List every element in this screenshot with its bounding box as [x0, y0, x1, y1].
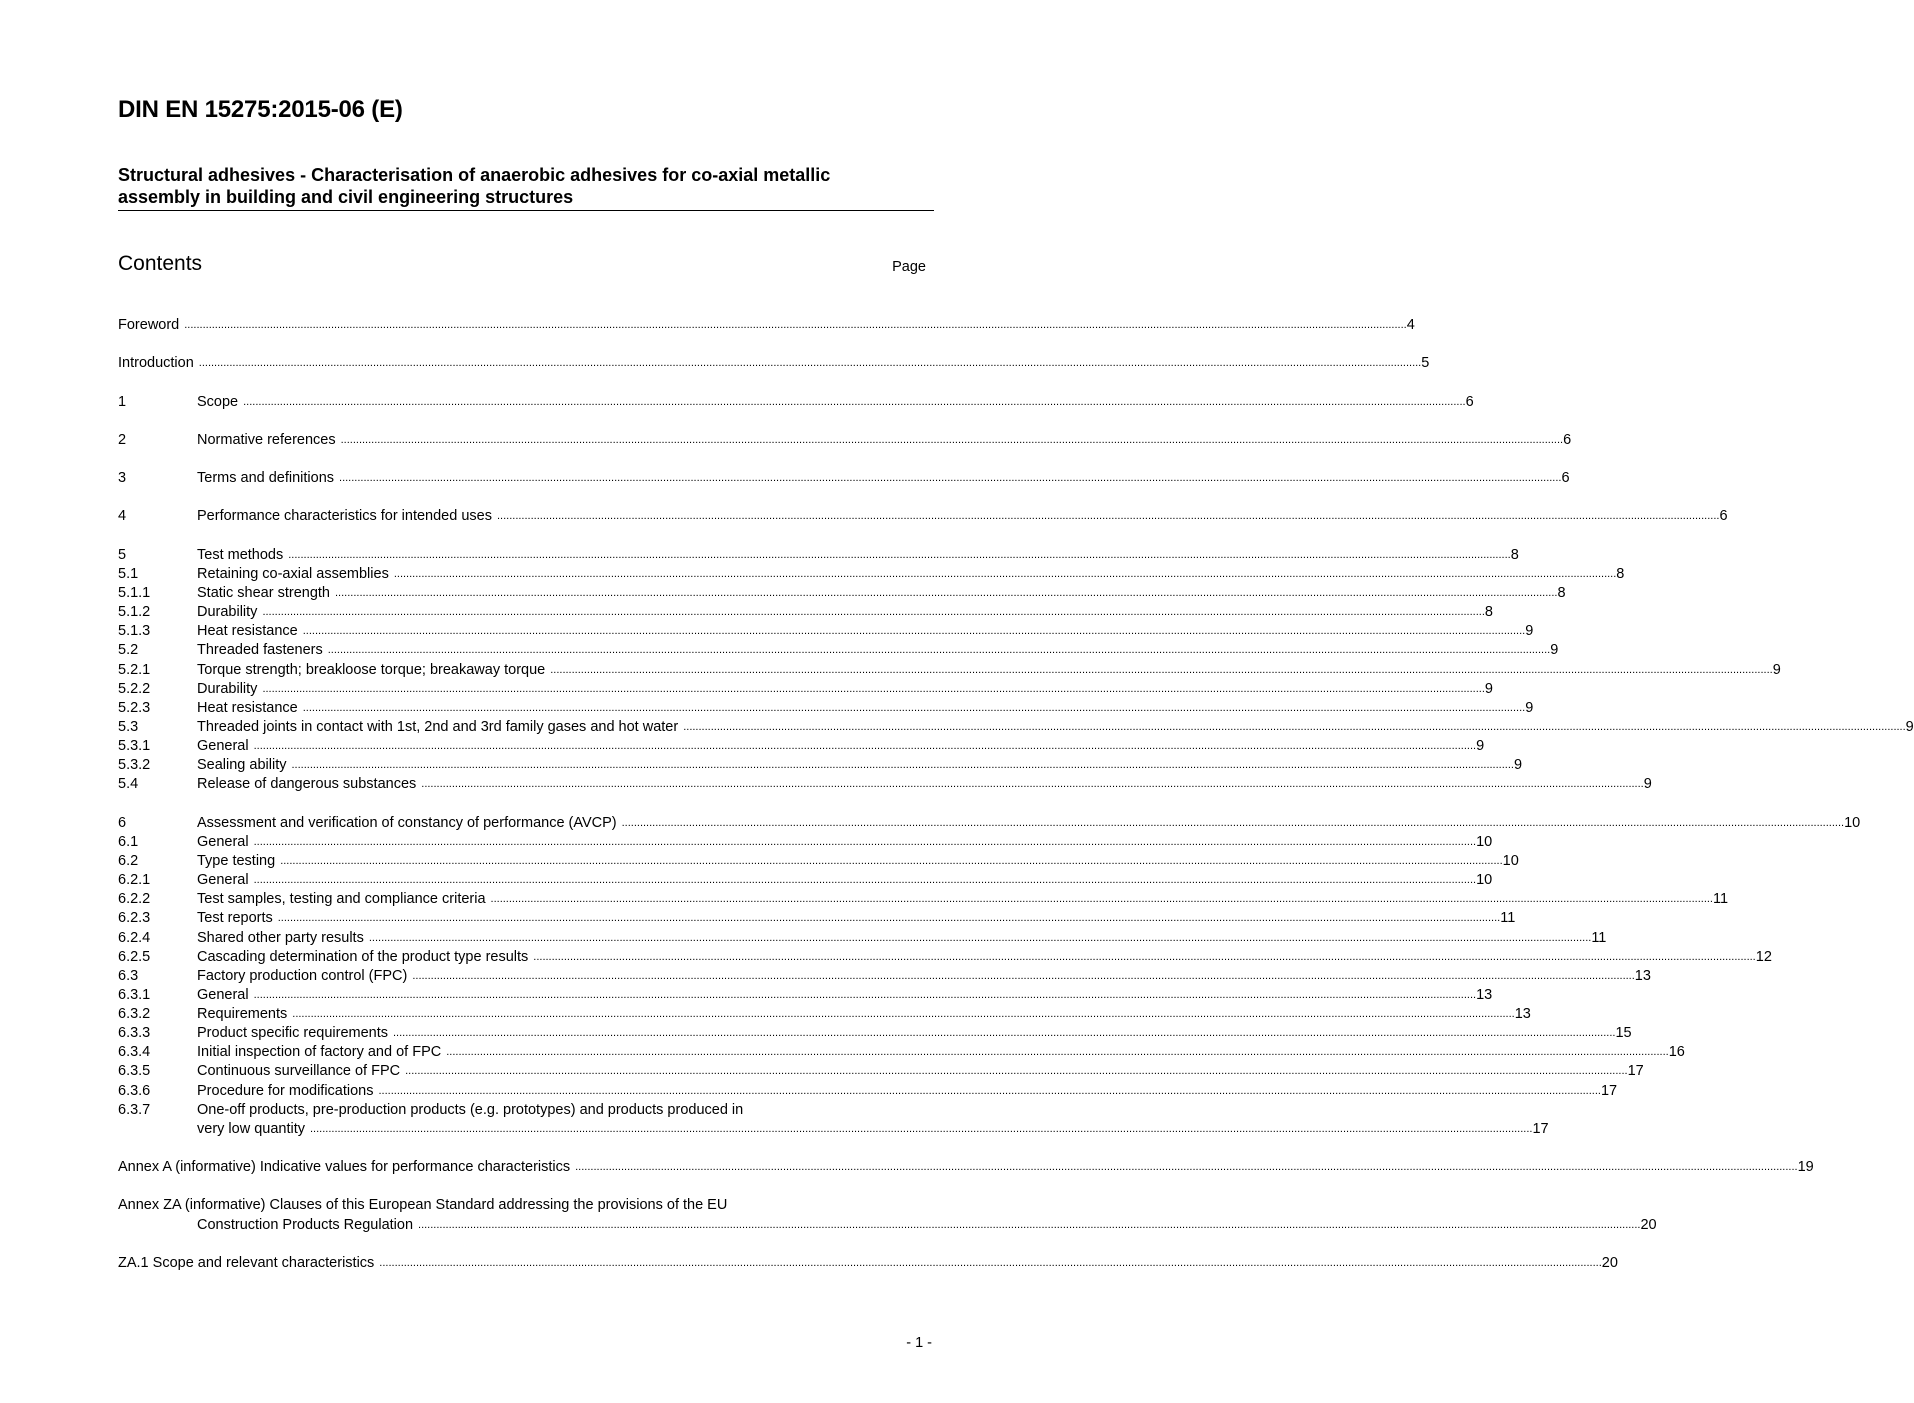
- toc-entry-5[interactable]: 5 Test methods ................................................................................................................................................................................................................................................................................................................................................................................................................ 8: [118, 546, 922, 565]
- toc-number: 5.1.2: [118, 604, 151, 621]
- toc-entry-5-2-3[interactable]: 5.2.3 Heat resistance ................................................................................................................................................................................................................................................................................................................................................................................................................ 9: [118, 699, 922, 718]
- toc-label: Static shear strength: [197, 584, 330, 601]
- toc-entry-6-1[interactable]: 6.1 General ................................................................................................................................................................................................................................................................................................................................................................................................................ 10: [118, 833, 922, 852]
- toc-number: 5.1.3: [118, 623, 151, 640]
- toc-page: 6: [1465, 393, 1474, 410]
- toc-entry-4[interactable]: 4 Performance characteristics for intended uses ................................................................................................................................................................................................................................................................................................................................................................................................................ 6: [118, 507, 922, 526]
- toc-number: 5: [118, 546, 127, 563]
- toc-page: 15: [1615, 1025, 1632, 1042]
- toc-number: 6.2.4: [118, 929, 151, 946]
- toc-entry-6[interactable]: 6 Assessment and verification of constancy of performance (AVCP) ................................................................................................................................................................................................................................................................................................................................................................................................................ 10: [118, 814, 922, 833]
- toc-label: Durability: [197, 680, 258, 697]
- toc-entry-5-1-2[interactable]: 5.1.2 Durability ................................................................................................................................................................................................................................................................................................................................................................................................................ 8: [118, 603, 922, 622]
- toc-label: Threaded fasteners: [197, 642, 323, 659]
- table-of-contents: [118, 316, 1914, 1273]
- toc-label-line-1: Annex ZA (informative) Clauses of this European Standard addressing the provisions of the EU: [118, 1197, 728, 1214]
- toc-label: General: [197, 986, 249, 1003]
- toc-label: ZA.1 Scope and relevant characteristics: [118, 1254, 375, 1271]
- toc-entry-6-3-3[interactable]: 6.3.3 Product specific requirements ................................................................................................................................................................................................................................................................................................................................................................................................................ 15: [118, 1024, 922, 1043]
- toc-entry-6-3[interactable]: 6.3 Factory production control (FPC) ................................................................................................................................................................................................................................................................................................................................................................................................................ 13: [118, 967, 922, 986]
- toc-label: Cascading determination of the product type results: [197, 948, 529, 965]
- toc-page: 17: [1600, 1082, 1618, 1099]
- toc-entry-introduction[interactable]: Introduction ................................................................................................................................................................................................................................................................................................................................................................................................................ 5: [118, 354, 922, 373]
- toc-page: 11: [1500, 910, 1516, 927]
- toc-entry-1[interactable]: 1 Scope ................................................................................................................................................................................................................................................................................................................................................................................................................ 6: [118, 393, 922, 412]
- toc-number: 3: [118, 470, 127, 487]
- toc-entry-6-3-7[interactable]: 6.3.7 One-off products, pre-production products (e.g. prototypes) and products produced in very low quantity ................................................................................................................................................................................................................................................................................................................................................................................................................ 17: [118, 1101, 922, 1139]
- toc-number: 6.3.3: [118, 1025, 151, 1042]
- toc-number: 5.2.2: [118, 680, 151, 697]
- toc-label: Initial inspection of factory and of FPC: [197, 1044, 442, 1061]
- toc-page: 8: [1510, 546, 1519, 563]
- toc-number: 6.1: [118, 833, 139, 850]
- page-column-heading: Page: [892, 259, 926, 275]
- toc-number: 5.4: [118, 776, 139, 793]
- toc-page: 9: [1772, 661, 1781, 678]
- toc-label: General: [197, 833, 249, 850]
- toc-page: 8: [1616, 565, 1625, 582]
- toc-label: Requirements: [197, 1006, 288, 1023]
- toc-label: General: [197, 738, 249, 755]
- toc-label: Construction Products Regulation: [197, 1216, 414, 1233]
- toc-page: 10: [1844, 814, 1861, 831]
- toc-label: Test reports: [197, 910, 273, 927]
- contents-heading: Contents: [118, 252, 203, 275]
- toc-label: Performance characteristics for intended uses: [197, 508, 492, 525]
- toc-label: Torque strength; breakloose torque; breakaway torque: [197, 661, 546, 678]
- toc-label: Retaining co-axial assemblies: [197, 565, 389, 582]
- toc-label: Threaded joints in contact with 1st, 2nd and 3rd family gases and hot water: [197, 718, 679, 735]
- toc-number: 6: [118, 814, 127, 831]
- toc-entry-5-3[interactable]: 5.3 Threaded joints in contact with 1st, 2nd and 3rd family gases and hot water ................................................................................................................................................................................................................................................................................................................................................................................................................ 9: [118, 718, 922, 737]
- toc-page: 6: [1561, 470, 1570, 487]
- toc-entry-2[interactable]: 2 Normative references ................................................................................................................................................................................................................................................................................................................................................................................................................ 6: [118, 431, 922, 450]
- toc-label: Introduction: [118, 355, 194, 372]
- toc-page: 19: [1797, 1159, 1814, 1176]
- toc-page: 16: [1668, 1044, 1685, 1061]
- toc-entry-6-2-1[interactable]: 6.2.1 General ................................................................................................................................................................................................................................................................................................................................................................................................................ 10: [118, 871, 922, 890]
- toc-entry-6-3-4[interactable]: 6.3.4 Initial inspection of factory and of FPC ................................................................................................................................................................................................................................................................................................................................................................................................................ 16: [118, 1043, 922, 1062]
- toc-page: 20: [1601, 1254, 1618, 1271]
- toc-entry-6-2-4[interactable]: 6.2.4 Shared other party results ................................................................................................................................................................................................................................................................................................................................................................................................................ 11: [118, 929, 922, 948]
- toc-page: 9: [1525, 623, 1534, 640]
- toc-page: 6: [1719, 508, 1728, 525]
- page-number: - 1 -: [906, 1335, 932, 1351]
- toc-page: 8: [1484, 604, 1493, 621]
- toc-page: 20: [1640, 1216, 1657, 1233]
- toc-number: 5.2.3: [118, 699, 151, 716]
- toc-entry-annex-a[interactable]: Annex A (informative) Indicative values for performance characteristics ................................................................................................................................................................................................................................................................................................................................................................................................................ 19: [118, 1158, 922, 1177]
- toc-page: 17: [1627, 1063, 1644, 1080]
- toc-label: Shared other party results: [197, 929, 364, 946]
- toc-label: Test samples, testing and compliance criteria: [197, 891, 486, 908]
- toc-page: 11: [1591, 929, 1607, 946]
- toc-entry-5-2[interactable]: 5.2 Threaded fasteners ................................................................................................................................................................................................................................................................................................................................................................................................................ 9: [118, 641, 922, 660]
- toc-label: Release of dangerous substances: [197, 776, 417, 793]
- toc-entry-5-2-1[interactable]: 5.2.1 Torque strength; breakloose torque; breakaway torque ................................................................................................................................................................................................................................................................................................................................................................................................................ 9: [118, 661, 922, 680]
- toc-label-line-1: One-off products, pre-production products (e.g. prototypes) and products produced in: [197, 1101, 744, 1118]
- toc-label: General: [197, 872, 249, 889]
- toc-label: Heat resistance: [197, 699, 298, 716]
- toc-page: 10: [1476, 872, 1493, 889]
- toc-entry-5-3-2[interactable]: 5.3.2 Sealing ability ................................................................................................................................................................................................................................................................................................................................................................................................................ 9: [118, 756, 922, 775]
- document-title-line-1: Structural adhesives - Characterisation of anaerobic adhesives for co-axial metallic: [118, 165, 831, 185]
- toc-entry-6-2-3[interactable]: 6.2.3 Test reports ................................................................................................................................................................................................................................................................................................................................................................................................................ 11: [118, 909, 922, 928]
- toc-number: 6.2.5: [118, 948, 151, 965]
- toc-label: Normative references: [197, 431, 336, 448]
- toc-number: 6.3.7: [118, 1101, 151, 1118]
- toc-entry-3[interactable]: 3 Terms and definitions ................................................................................................................................................................................................................................................................................................................................................................................................................ 6: [118, 469, 922, 488]
- toc-label: Heat resistance: [197, 623, 298, 640]
- toc-label: Scope: [197, 393, 239, 410]
- toc-page: 10: [1476, 833, 1493, 850]
- document-title-line-2: assembly in building and civil engineering structures: [118, 187, 574, 207]
- toc-page: 9: [1550, 642, 1559, 659]
- toc-label: Continuous surveillance of FPC: [197, 1063, 401, 1080]
- toc-entry-5-4[interactable]: 5.4 Release of dangerous substances ................................................................................................................................................................................................................................................................................................................................................................................................................ 9: [118, 775, 922, 794]
- toc-number: 6.2.1: [118, 872, 151, 889]
- toc-label: Foreword: [118, 317, 180, 333]
- toc-label: Annex A (informative) Indicative values for performance characteristics: [118, 1159, 571, 1176]
- toc-number: 5.2: [118, 642, 139, 659]
- toc-entry-6-3-6[interactable]: 6.3.6 Procedure for modifications ................................................................................................................................................................................................................................................................................................................................................................................................................ 17: [118, 1082, 922, 1101]
- toc-number: 5.2.1: [118, 661, 151, 678]
- toc-page: 13: [1476, 986, 1493, 1003]
- toc-label: Product specific requirements: [197, 1025, 388, 1042]
- toc-page: 5: [1421, 355, 1430, 372]
- toc-label: Test methods: [197, 546, 284, 563]
- toc-label: Terms and definitions: [197, 470, 335, 487]
- toc-label: Assessment and verification of constancy of performance (AVCP): [197, 814, 617, 831]
- toc-entry-6-2[interactable]: 6.2 Type testing ................................................................................................................................................................................................................................................................................................................................................................................................................ 10: [118, 852, 922, 871]
- toc-number: 2: [118, 431, 127, 448]
- toc-page: 10: [1502, 852, 1519, 869]
- toc-entry-5-3-1[interactable]: 5.3.1 General ................................................................................................................................................................................................................................................................................................................................................................................................................ 9: [118, 737, 922, 756]
- toc-entry-6-3-2[interactable]: 6.3.2 Requirements ................................................................................................................................................................................................................................................................................................................................................................................................................ 13: [118, 1005, 922, 1024]
- toc-number: 5.1: [118, 565, 139, 582]
- toc-label: very low quantity: [197, 1120, 305, 1137]
- toc-number: 5.1.1: [118, 584, 151, 601]
- toc-label: Sealing ability: [197, 757, 287, 774]
- toc-entry-6-2-2[interactable]: 6.2.2 Test samples, testing and compliance criteria ................................................................................................................................................................................................................................................................................................................................................................................................................ 11: [118, 890, 922, 909]
- toc-number: 6.2.2: [118, 891, 151, 908]
- toc-page: 9: [1643, 776, 1652, 793]
- toc-entry-annex-za[interactable]: Annex ZA (informative) Clauses of this European Standard addressing the provisions of the EU Construction Products Regulation ................................................................................................................................................................................................................................................................................................................................................................................................................ 20: [118, 1196, 922, 1234]
- toc-entry-6-3-5[interactable]: 6.3.5 Continuous surveillance of FPC ................................................................................................................................................................................................................................................................................................................................................................................................................ 17: [118, 1062, 922, 1081]
- toc-number: 6.3.6: [118, 1082, 151, 1099]
- toc-number: 6.3: [118, 967, 139, 984]
- toc-page: 12: [1755, 948, 1772, 965]
- toc-number: 6.3.5: [118, 1063, 151, 1080]
- toc-number: 6.2: [118, 852, 139, 869]
- document-title: [118, 164, 934, 211]
- toc-number: 5.3: [118, 718, 139, 735]
- toc-label: Procedure for modifications: [197, 1082, 374, 1099]
- toc-page: 9: [1905, 718, 1914, 735]
- toc-entry-5-1[interactable]: 5.1 Retaining co-axial assemblies ................................................................................................................................................................................................................................................................................................................................................................................................................ 8: [118, 565, 922, 584]
- toc-page: 4: [1406, 317, 1415, 333]
- toc-page: 17: [1532, 1120, 1549, 1137]
- toc-number: 6.3.2: [118, 1006, 151, 1023]
- toc-number: 6.2.3: [118, 910, 151, 927]
- toc-entry-foreword[interactable]: Foreword ................................................................................................................................................................................................................................................................................................................................................................................................................ 4: [118, 316, 922, 335]
- toc-number: 5.3.2: [118, 757, 151, 774]
- toc-number: 6.3.1: [118, 986, 151, 1003]
- toc-entry-za-1[interactable]: ZA.1 Scope and relevant characteristics ................................................................................................................................................................................................................................................................................................................................................................................................................ 20: [118, 1254, 922, 1273]
- toc-number: 4: [118, 508, 127, 525]
- toc-page: 8: [1557, 584, 1566, 601]
- toc-page: 9: [1476, 738, 1485, 755]
- toc-entry-5-1-1[interactable]: 5.1.1 Static shear strength ................................................................................................................................................................................................................................................................................................................................................................................................................ 8: [118, 584, 922, 603]
- toc-label: Factory production control (FPC): [197, 967, 408, 984]
- toc-label: Type testing: [197, 852, 276, 869]
- toc-page: 9: [1484, 680, 1493, 697]
- toc-page: 13: [1634, 967, 1651, 984]
- toc-number: 1: [118, 393, 127, 410]
- toc-entry-6-2-5[interactable]: 6.2.5 Cascading determination of the product type results ................................................................................................................................................................................................................................................................................................................................................................................................................ 12: [118, 948, 922, 967]
- toc-number: 5.3.1: [118, 738, 151, 755]
- toc-page: 11: [1713, 891, 1729, 908]
- toc-label: Durability: [197, 604, 258, 621]
- toc-page: 9: [1513, 757, 1523, 774]
- toc-entry-5-2-2[interactable]: 5.2.2 Durability ................................................................................................................................................................................................................................................................................................................................................................................................................ 9: [118, 680, 922, 699]
- toc-entry-6-3-1[interactable]: 6.3.1 General ................................................................................................................................................................................................................................................................................................................................................................................................................ 13: [118, 986, 922, 1005]
- toc-page: 6: [1563, 431, 1572, 448]
- toc-number: 6.3.4: [118, 1044, 151, 1061]
- toc-page: 13: [1514, 1006, 1531, 1023]
- toc-entry-5-1-3[interactable]: 5.1.3 Heat resistance ................................................................................................................................................................................................................................................................................................................................................................................................................ 9: [118, 622, 922, 641]
- document-code: DIN EN 15275:2015-06 (E): [118, 96, 403, 123]
- toc-page: 9: [1525, 699, 1534, 716]
